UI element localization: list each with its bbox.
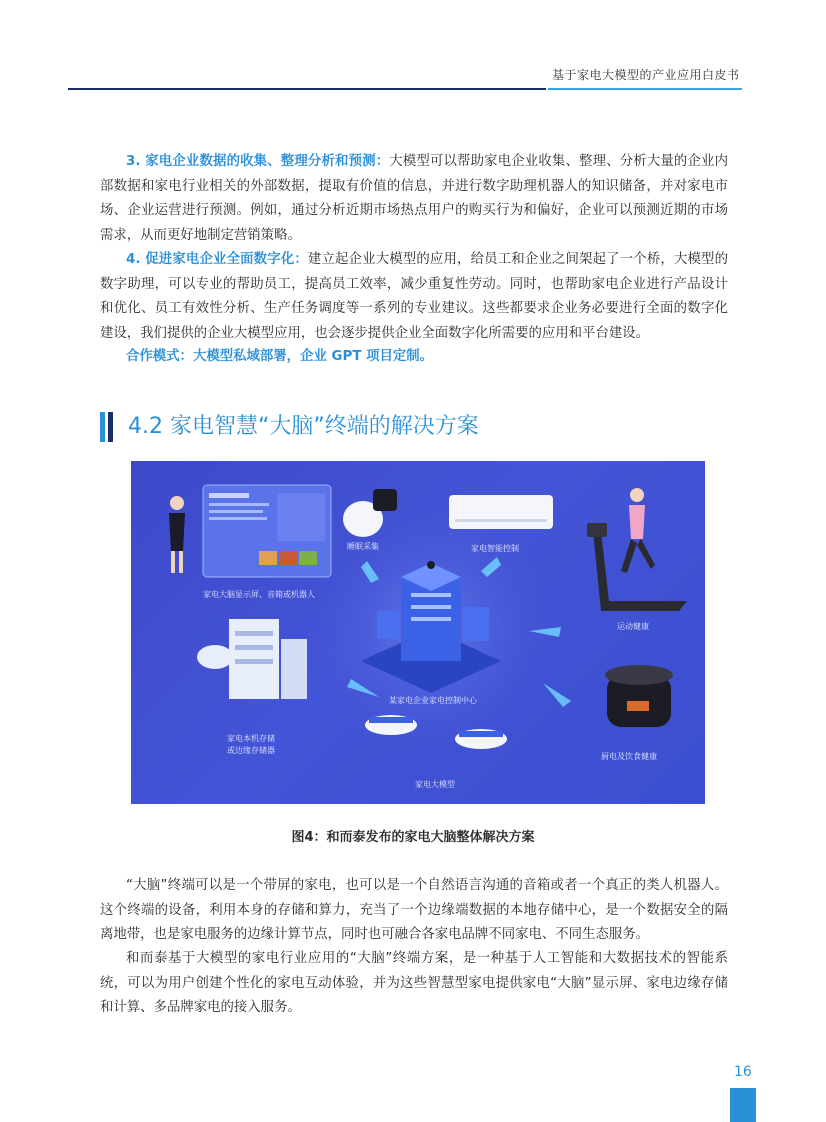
label-center: 某家电企业家电控制中心 (389, 696, 477, 705)
solution-figure (131, 461, 705, 804)
treadmill-runner (587, 488, 687, 611)
header-rule-navy (68, 88, 546, 90)
section-title: 4.2 家电智慧“大脑”终端的解决方案 (128, 414, 479, 439)
edge-storage-server (197, 619, 307, 699)
paragraph-solution-summary: 和而泰基于大模型的家电行业应用的“大脑”终端方案，是一种基于人工智能和大数据技术的智能系统，可以为用户创建个性化的家电互动体验，并为这些智慧型家电提供家电“大脑”显示屏、家电边缘存储和计算、多品牌家电的接入服务。 (100, 951, 728, 1015)
cooperation-mode-text: 合作模式：大模型私域部署，企业 GPT 项目定制。 (126, 349, 434, 364)
paragraph-lead: 3. 家电企业数据的收集、整理分析和预测： (126, 154, 390, 169)
label-storage-1: 家电本机存储 (227, 734, 275, 743)
paragraph-body: 大模型可以帮助家电企业收集、整理、分析大量的企业内部数据和家电行业相关的外部数据，提取有价值的信息，并进行数字助理机器人的知识储备，并对家电市场、企业运营进行预测。例如，通过分析近期市场热点用户的购买行为和偏好，企业可以预测近期的市场需求，从而更好地制定营销策略。 (100, 154, 728, 243)
paragraph-lead: 4. 促进家电企业全面数字化： (126, 252, 308, 267)
label-ac: 家电智能控制 (471, 544, 519, 553)
label-storage-2: 或边缘存储器 (227, 746, 275, 755)
paragraph-data-collection (100, 150, 728, 248)
humanoid-robot (169, 496, 185, 573)
page-number: 16 (734, 1064, 752, 1080)
display-screen (203, 485, 331, 577)
air-conditioner (449, 495, 553, 529)
figure-caption: 图4：和而泰发布的家电大脑整体解决方案 (291, 830, 535, 845)
page-tab-marker (730, 1088, 756, 1122)
cooker (605, 665, 673, 727)
label-model: 家电大模型 (415, 780, 455, 789)
section-marker-dark (108, 412, 113, 442)
label-kitchen: 厨电及饮食健康 (601, 752, 657, 761)
cooperation-mode (100, 345, 728, 370)
header-rule-blue (548, 88, 742, 90)
label-fitness: 运动健康 (617, 622, 649, 631)
paragraph-digitalization (100, 248, 728, 346)
paragraph-body: 建立起企业大模型的应用，给员工和企业之间架起了一个桥，大模型的数字助理，可以专业的帮助员工，提高员工效率，减少重复性劳动。同时，也帮助家电企业进行产品设计和优化、员工有效性分析、生产任务调度等一系列的专业建议。这些都要求企业务必要进行全面的数字化建设，我们提供的企业大模型应用，也会逐步提供企业全面数字化所需要的应用和平台建设。 (100, 252, 728, 341)
label-display: 家电大脑显示屏、音箱或机器人 (203, 590, 315, 599)
label-sleep: 睡眠采集 (347, 542, 379, 551)
section-marker (100, 412, 105, 442)
paragraph-brain-terminal: “大脑”终端可以是一个带屏的家电，也可以是一个自然语言沟通的音箱或者一个真正的类人机器人。这个终端的设备，利用本身的存储和算力，充当了一个边缘端数据的本地存储中心，是一个数据安全的隔离地带，也是家电服务的边缘计算节点，同时也可融合各家电品牌不同家电、不同生态服务。 (100, 878, 728, 942)
header-title: 基于家电大模型的产业应用白皮书 (552, 68, 740, 82)
